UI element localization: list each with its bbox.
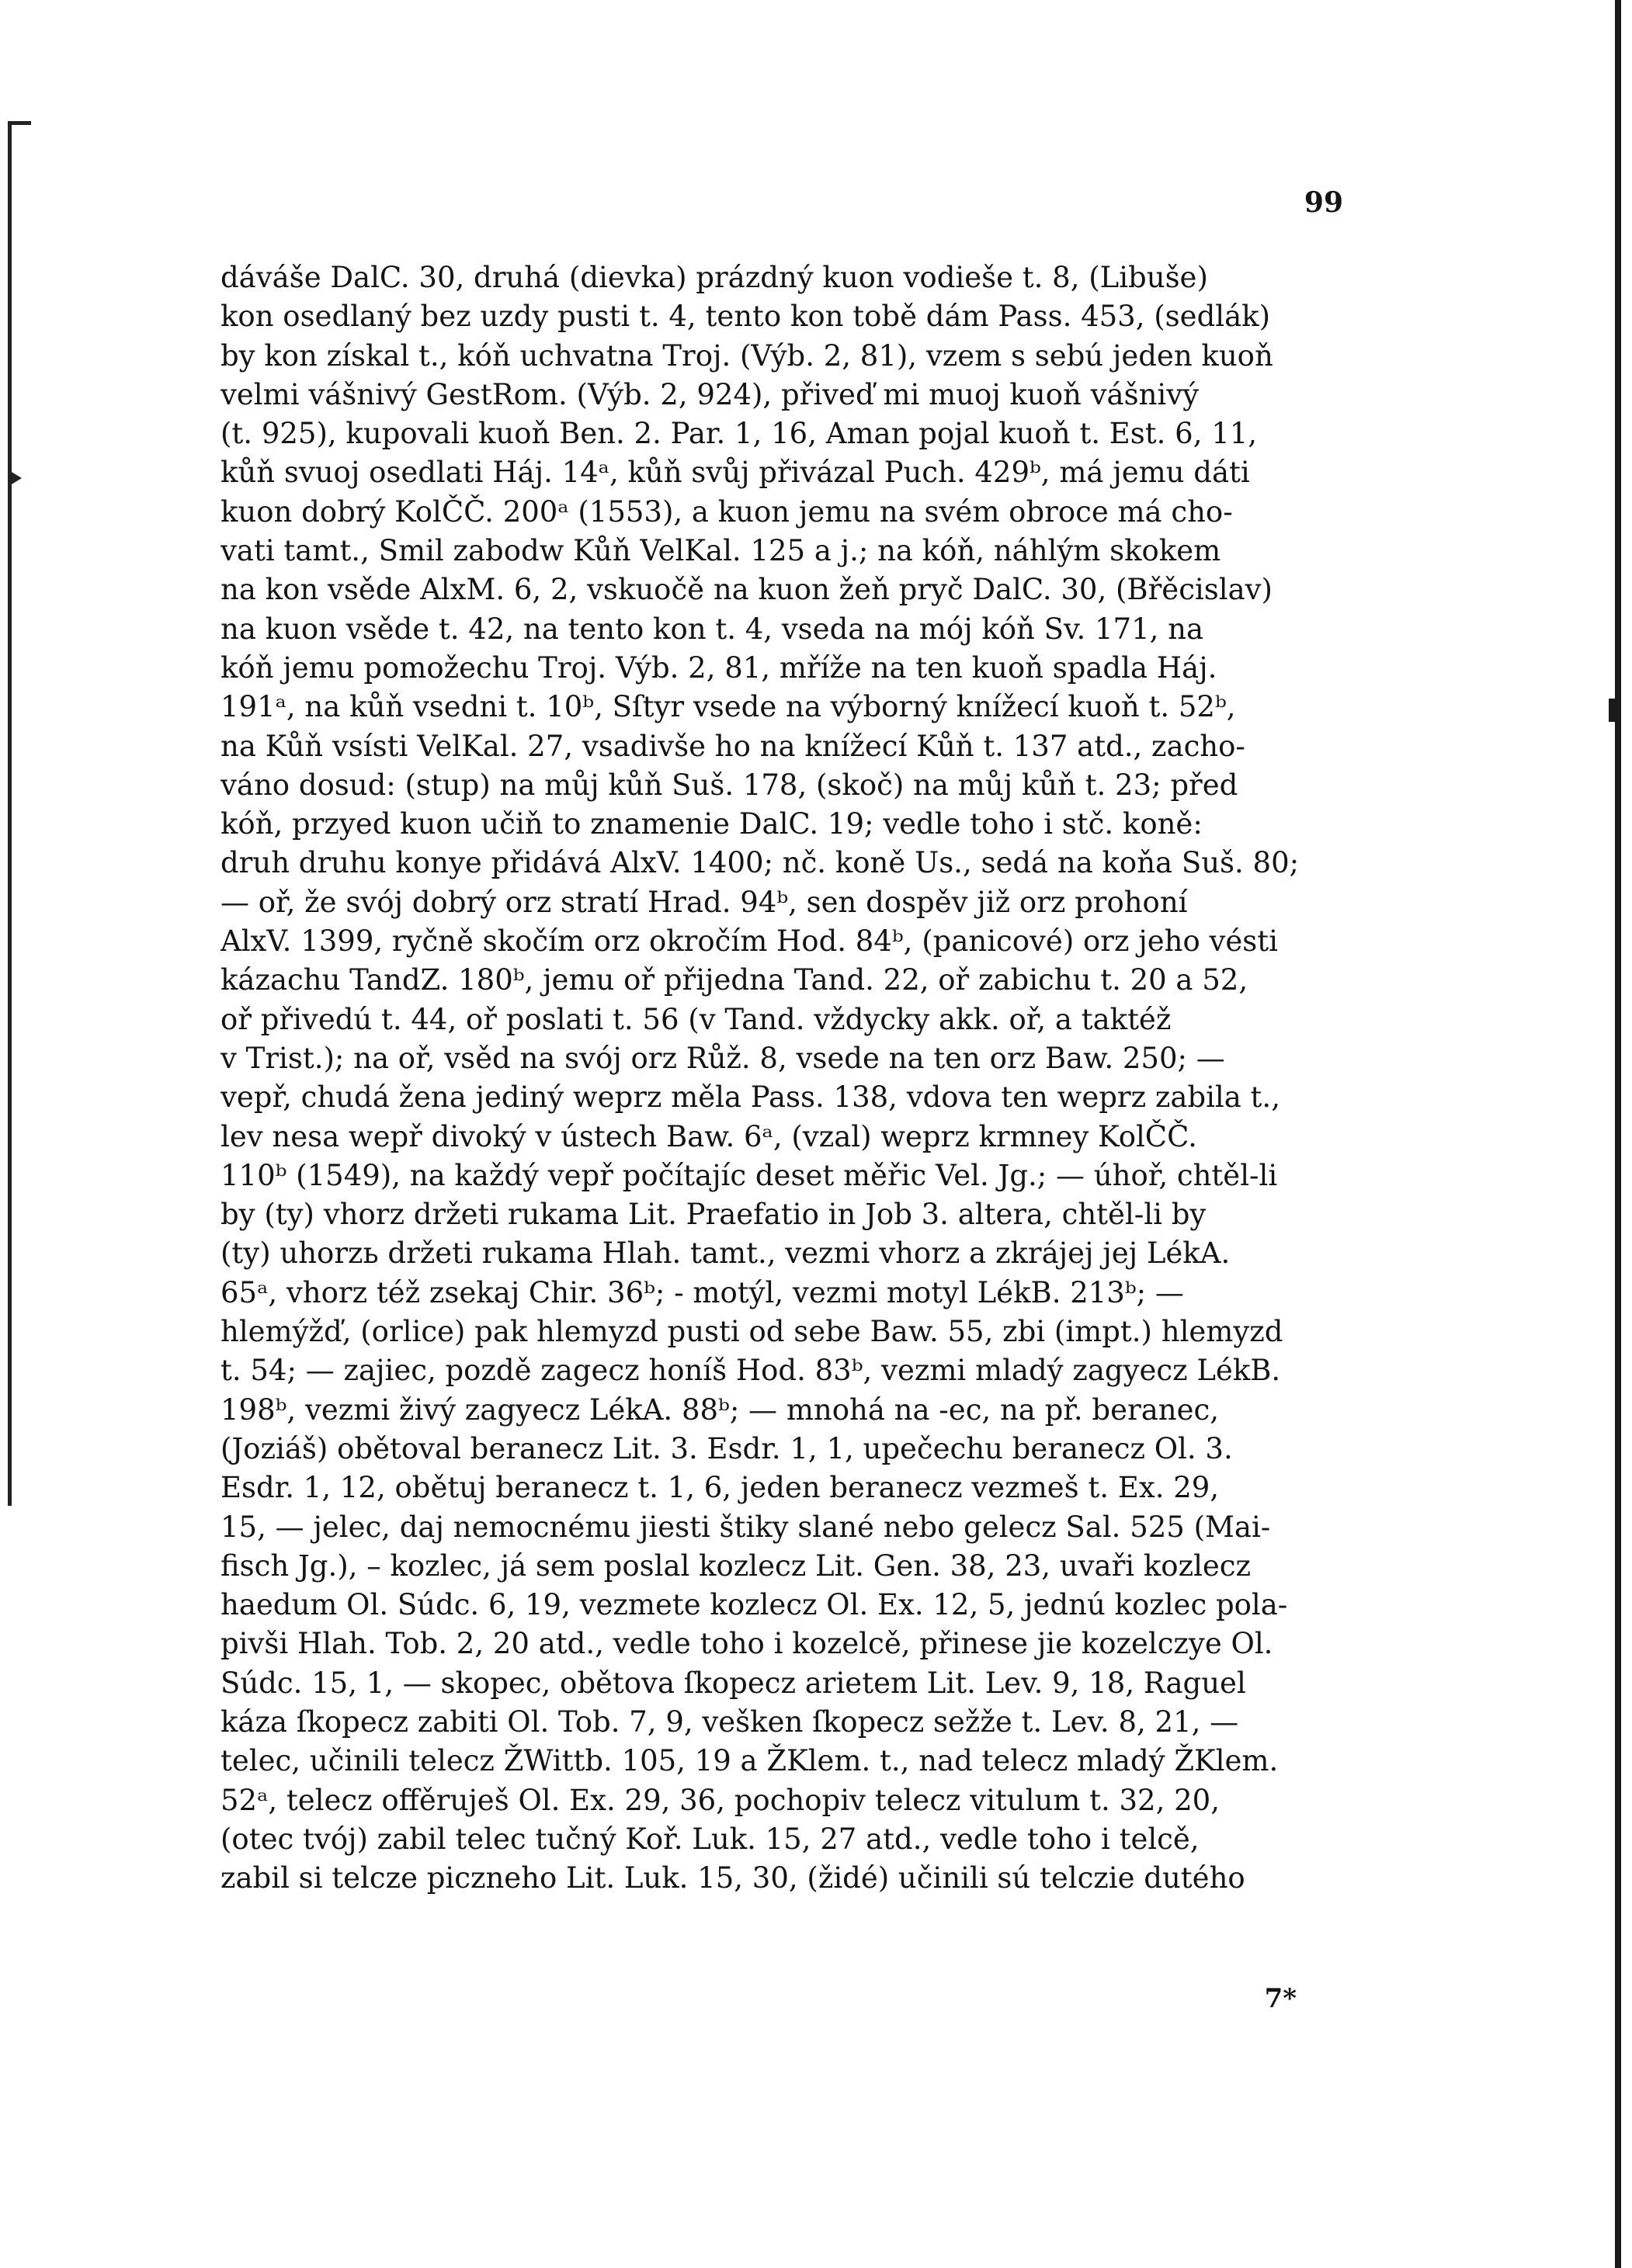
page-number: 99: [1304, 186, 1343, 219]
text-line: 198ᵇ, vezmi živý zagyecz LékA. 88ᵇ; — mnohá na -ec, na př. beranec,: [220, 1392, 1219, 1427]
text-line: druh druhu konye přidává AlxV. 1400; nč. koně Us., sedá na koňa Suš. 80;: [220, 846, 1300, 880]
text-line: káza ſkopecz zabiti Ol. Tob. 7, 9, vešken ſkopecz sežže t. Lev. 8, 21, —: [220, 1704, 1239, 1739]
text-line: kon osedlaný bez uzdy pusti t. 4, tento kon tobě dám Pass. 453, (sedlák): [220, 300, 1270, 334]
text-line: telec, učinili telecz ŽWittb. 105, 19 a ŽKlem. t., nad telecz mladý ŽKlem.: [220, 1744, 1279, 1778]
scan-right-edge: [1615, 0, 1621, 2268]
text-line: by (ty) vhorz držeti rukama Lit. Praefatio in Job 3. altera, chtěl-li by: [220, 1198, 1207, 1232]
text-line: fisch Jg.), – kozlec, já sem poslal kozlecz Lit. Gen. 38, 23, uvaři kozlecz: [220, 1548, 1252, 1583]
text-line: (Joziáš) obětoval beranecz Lit. 3. Esdr. 1, 1, upečechu beranecz Ol. 3.: [220, 1431, 1233, 1465]
text-line: by kon získal t., kóň uchvatna Troj. (Výb. 2, 81), vzem s sebú jeden kuoň: [220, 338, 1273, 373]
text-line: kázachu TandZ. 180ᵇ, jemu oř přijedna Tand. 22, oř zabichu t. 20 a 52,: [220, 963, 1248, 997]
text-line: hlemýžď, (orlice) pak hlemyzd pusti od sebe Baw. 55, zbi (impt.) hlemyzd: [220, 1315, 1283, 1349]
text-line: v Trist.); na oř, vsěd na svój orz Růž. 8, vsede na ten orz Baw. 250; —: [220, 1041, 1225, 1075]
text-line: (otec tvój) zabil telec tučný Koř. Luk. 15, 27 atd., vedle toho i telcě,: [220, 1822, 1200, 1856]
text-line: 52ᵃ, telecz offěruješ Ol. Ex. 29, 36, pochopiv telecz vitulum t. 32, 20,: [220, 1783, 1220, 1817]
text-line: — oř, že svój dobrý orz stratí Hrad. 94ᵇ, sen dospěv již orz prohoní: [220, 885, 1188, 919]
signature-mark: 7*: [1264, 1983, 1297, 2014]
text-line: vati tamt., Smil zabodw Kůň VelKal. 125 a j.; na kóň, náhlým skokem: [220, 534, 1221, 568]
scan-edge-line: [8, 124, 12, 1506]
text-line: AlxV. 1399, ryčně skočím orz okročím Hod. 84ᵇ, (panicové) orz jeho vésti: [220, 924, 1278, 959]
text-line: 110ᵇ (1549), na každý vepř počítajíc deset měřic Vel. Jg.; — úhoř, chtěl-li: [220, 1158, 1278, 1192]
text-line: na kon vsěde AlxM. 6, 2, vskuočě na kuon žeň pryč DalC. 30, (Břěcislav): [220, 573, 1273, 607]
text-line: vepř, chudá žena jediný weprz měla Pass. 138, vdova ten weprz zabila t.,: [220, 1080, 1280, 1115]
text-line: kóň, przyed kuon učiň to znamenie DalC. 19; vedle toho i stč. koně:: [220, 807, 1203, 841]
text-line: kuon dobrý KolČČ. 200ᵃ (1553), a kuon jemu na svém obroce má cho-: [220, 494, 1233, 529]
text-line: lev nesa wepř divoký v ústech Baw. 6ᵃ, (vzal) weprz krmney KolČČ.: [220, 1119, 1197, 1153]
text-line: velmi vášnivý GestRom. (Výb. 2, 924), přiveď mi muoj kuoň vášnivý: [220, 377, 1200, 411]
text-line: na kuon vsěde t. 42, na tento kon t. 4, vseda na mój kóň Sv. 171, na: [220, 612, 1204, 646]
text-line: dáváše DalC. 30, druhá (dievka) prázdný kuon vodieše t. 8, (Libuše): [220, 261, 1208, 294]
text-line: 191ᵃ, na kůň vsedni t. 10ᵇ, Sſtyr vsede na výborný knížecí kuoň t. 52ᵇ,: [220, 690, 1236, 724]
text-line: t. 54; — zajiec, pozdě zagecz honíš Hod. 83ᵇ, vezmi mladý zagyecz LékB.: [220, 1354, 1281, 1388]
body-text: [220, 258, 1343, 1898]
text-line: váno dosud: (stup) na můj kůň Suš. 178, (skoč) na můj kůň t. 23; před: [220, 768, 1238, 802]
text-line: Esdr. 1, 12, obětuj beranecz t. 1, 6, jeden beranecz vezmeš t. Ex. 29,: [220, 1471, 1220, 1505]
text-line: na Kůň vsísti VelKal. 27, vsadivše ho na knížecí Kůň t. 137 atd., zacho-: [220, 729, 1245, 763]
text-line: (t. 925), kupovali kuoň Ben. 2. Par. 1, 16, Aman pojal kuoň t. Est. 6, 11,: [220, 417, 1258, 451]
scan-edge-arrow: [8, 470, 22, 487]
text-line: (ty) uhorzь držeti rukama Hlah. tamt., vezmi vhorz a zkrájej jej LékA.: [220, 1236, 1231, 1271]
text-line: pivši Hlah. Tob. 2, 20 atd., vedle toho i kozelcě, přinese jie kozelczye Ol.: [220, 1627, 1273, 1661]
text-line: 15, — jelec, daj nemocnému jiesti štiky slané nebo gelecz Sal. 525 (Mai-: [220, 1510, 1271, 1544]
text-line: haedum Ol. Súdc. 6, 19, vezmete kozlecz Ol. Ex. 12, 5, jednú kozlec pola-: [220, 1588, 1288, 1622]
text-line: oř přivedú t. 44, oř poslati t. 56 (v Tand. vždycky akk. oř, a taktéž: [220, 1002, 1172, 1036]
text-line: zabil si telcze piczneho Lit. Luk. 15, 30, (židé) učinili sú telczie dutého: [220, 1861, 1245, 1895]
text-line: kóň jemu pomožechu Troj. Výb. 2, 81, mříže na ten kuoň spadla Háj.: [220, 650, 1217, 685]
text-line: 65ᵃ, vhorz též zsekaj Chir. 36ᵇ; - motýl, vezmi motyl LékB. 213ᵇ; —: [220, 1275, 1184, 1309]
scan-right-nick: [1609, 699, 1616, 722]
text-line: kůň svuoj osedlati Háj. 14ᵃ, kůň svůj přivázal Puch. 429ᵇ, má jemu dáti: [220, 456, 1250, 490]
text-line: Súdc. 15, 1, — skopec, obětova ſkopecz arietem Lit. Lev. 9, 18, Raguel: [220, 1666, 1246, 1700]
